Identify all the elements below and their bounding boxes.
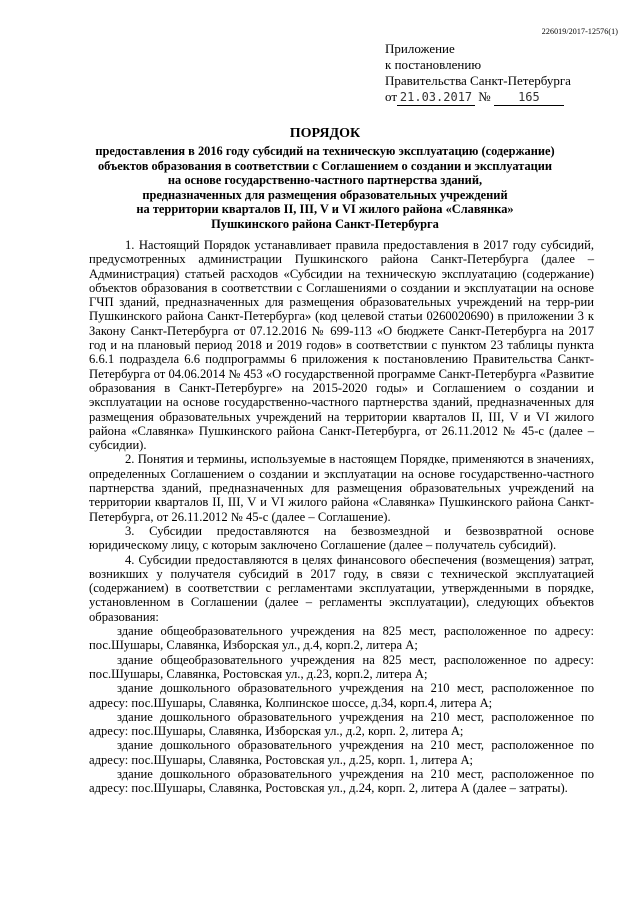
paragraph-3: 3. Субсидии предоставляются на безвозмездной и безвозвратной основе юридическому лицу, с которым заключено Соглашение (далее – получатель субсидий). xyxy=(89,523,594,553)
appendix-line-2: к постановлению xyxy=(385,57,482,72)
title-line: предоставления в 2016 году субсидий на техническую эксплуатацию (содержание) xyxy=(95,144,555,158)
object-item: здание дошкольного образовательного учреждения на 210 мест, расположенное по адресу: пос.Шушары, Славянка, Колпинское шоссе, д.34, корп.4, литера А; xyxy=(89,681,594,710)
appendix-line-1: Приложение xyxy=(385,41,455,56)
document-number: 226019/2017-12576(1) xyxy=(541,27,618,36)
appendix-line-3: Правительства Санкт-Петербурга xyxy=(385,73,571,88)
document-body xyxy=(89,238,594,796)
appendix-block xyxy=(385,41,571,106)
date-value: 21.03.2017 xyxy=(399,90,473,104)
number-value: 165 xyxy=(518,90,540,104)
title-line: Пушкинского района Санкт-Петербурга xyxy=(211,216,439,231)
title-main: ПОРЯДОК xyxy=(289,126,361,141)
title-line: предназначенных для размещения образовательных учреждений xyxy=(142,187,508,202)
object-item: здание дошкольного образовательного учреждения на 210 мест, расположенное по адресу: пос.Шушары, Славянка, Ростовская ул., д.24, корп. 2, литера А (далее – затраты). xyxy=(89,766,594,796)
object-item: здание дошкольного образовательного учреждения на 210 мест, расположенное по адресу: пос.Шушары, Славянка, Ростовская ул., д.25, корп. 1, литера А; xyxy=(89,738,594,767)
appendix-date-line xyxy=(385,89,571,106)
object-item: здание дошкольного образовательного учреждения на 210 мест, расположенное по адресу: пос.Шушары, Славянка, Изборская ул., д.2, корп. 2, литера А; xyxy=(89,709,594,739)
date-prefix: от xyxy=(385,89,398,104)
title-line: на основе государственно-частного партнерства зданий, xyxy=(167,173,483,188)
title-line: объектов образования в соответствии с Соглашением о создании и эксплуатации xyxy=(97,158,553,173)
object-item: здание общеобразовательного учреждения на 825 мест, расположенное по адресу: пос.Шушары, Славянка, Ростовская ул., д.23, корп.2, литера А; xyxy=(89,652,594,681)
number-field xyxy=(494,89,564,106)
number-prefix: № xyxy=(478,89,491,104)
paragraph-2: 2. Понятия и термины, используемые в настоящем Порядке, применяются в значениях, определенных Соглашением о создании и эксплуатации на основе государственно-частного партнерства зданий, предназначенных для размещения образовательных учреждений на территории кварталов II, III, V и VI жилого района «Славянка» Пушкинского района Санкт-Петербурга, от 26.11.2012 № 45-с (далее – Соглашение). xyxy=(89,452,594,524)
title-line: на территории кварталов II, III, V и VI жилого района «Славянка» xyxy=(136,202,514,217)
paragraph-4: 4. Субсидии предоставляются в целях финансового обеспечения (возмещения) затрат, возникших у получателя субсидий в 2017 году, в связи с технической эксплуатацией (содержанием) в соответствии с регламентами эксплуатации, утвержденными в порядке, установленном в Соглашении (далее – регламенты эксплуатации), следующих объектов образования: xyxy=(89,552,594,624)
document-title xyxy=(60,126,590,232)
date-field xyxy=(397,89,475,106)
object-item: здание общеобразовательного учреждения на 825 мест, расположенное по адресу: пос.Шушары, Славянка, Изборская ул., д.4, корп.2, литера А; xyxy=(89,624,594,653)
paragraph-1: 1. Настоящий Порядок устанавливает правила предоставления в 2017 году субсидий, предусмотренных администрации Пушкинского района Санкт-Петербурга (далее – Администрация) статьей расходов «Субсидии на техническую эксплуатацию (содержание) объектов образования в соответствии с Соглашениями о создании и эксплуатации на основе ГЧП зданий, предназначенных для размещения образовательных учреждений на терр-рии Пушкинского района Санкт-Петербурга» (код целевой статьи 0260020690) в приложении 3 к Закону Санкт-Петербурга от 07.12.2016 № 699-113 «О бюджете Санкт-Петербурга на 2017 год и на плановый период 2018 и 2019 годов» в соответствии с пунктом 23 таблицы пункта 6.6.1 подраздела 6.6 подпрограммы 6 приложения к постановлению Правительства Санкт-Петербурга от 04.06.2014 № 453 «О государственной программе Санкт-Петербурга «Развитие образования в Санкт-Петербурге» на 2015-2020 годы» и Соглашением о создании и эксплуатации на основе государственно-частного партнерства зданий, предназначенных для размещения образовательных учреждений на территории кварталов II, III, V и VI жилого района «Славянка» Пушкинского района Санкт-Петербурга, от 26.11.2012 № 45-с (далее – субсидии). xyxy=(89,238,594,453)
